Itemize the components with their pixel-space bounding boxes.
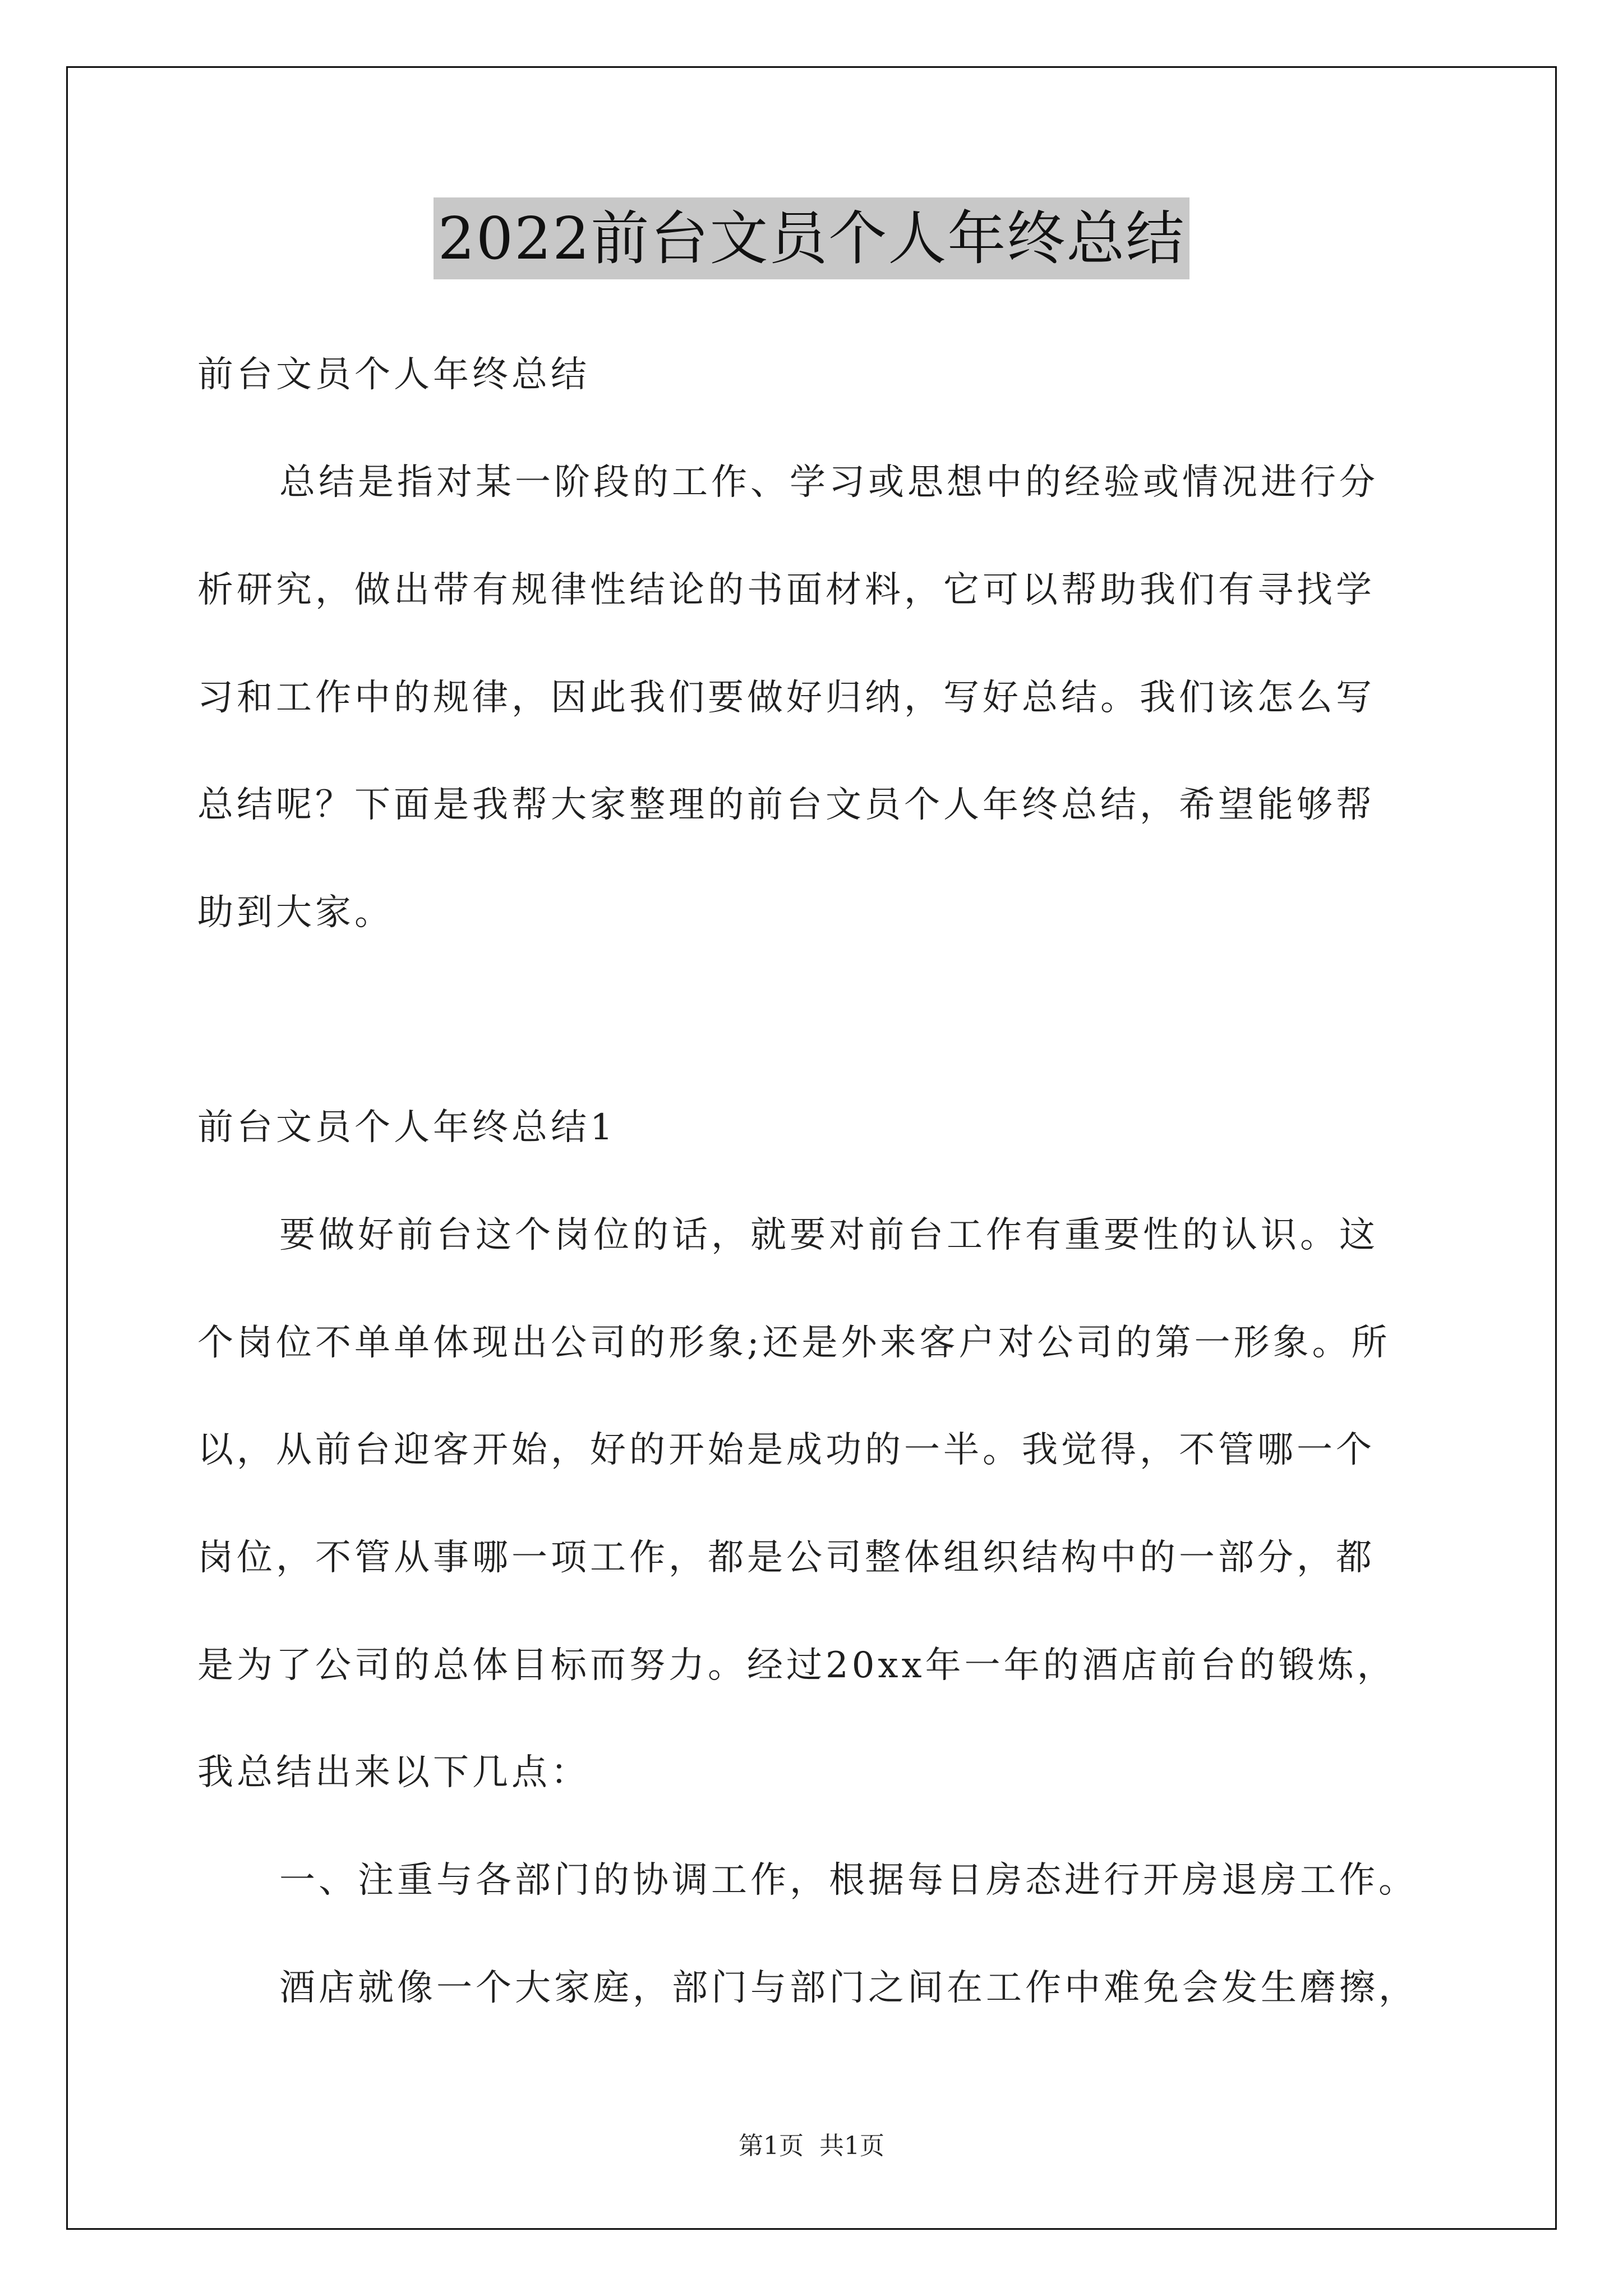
document-title: 2022前台文员个人年终总结 [434,197,1190,279]
section-line-5: 是为了公司的总体目标而努力。经过20xx年一年的酒店前台的锻炼， [197,1645,1396,1686]
page-total: 共1页 [819,2132,884,2160]
page-number: 第1页 [739,2132,804,2160]
page-footer [0,2131,1623,2162]
section-line-3: 以，从前台迎客开始，好的开始是成功的一半。我觉得，不管哪一个 [197,1429,1375,1471]
section-line-4: 岗位，不管从事哪一项工作，都是公司整体组织结构中的一部分，都 [197,1537,1375,1579]
section-line-8: 酒店就像一个大家庭，部门与部门之间在工作中难免会发生磨擦， [279,1967,1418,2009]
section-heading: 前台文员个人年终总结1 [197,1107,616,1148]
title-container [0,197,1623,279]
intro-line-2: 析研究，做出带有规律性结论的书面材料，它可以帮助我们有寻找学 [197,569,1375,611]
section-line-6: 我总结出来以下几点： [197,1752,590,1793]
intro-line-3: 习和工作中的规律，因此我们要做好归纳，写好总结。我们该怎么写 [197,677,1375,719]
intro-line-5: 助到大家。 [197,892,394,933]
section-line-1: 要做好前台这个岗位的话，就要对前台工作有重要性的认识。这 [279,1214,1378,1256]
section-line-7: 一、注重与各部门的协调工作，根据每日房态进行开房退房工作。 [279,1860,1418,1901]
document-subtitle: 前台文员个人年终总结 [197,354,590,395]
intro-line-1: 总结是指对某一阶段的工作、学习或思想中的经验或情况进行分 [279,462,1378,503]
section-line-2: 个岗位不单单体现出公司的形象;还是外来客户对公司的第一形象。所 [197,1322,1391,1364]
intro-line-4: 总结呢？下面是我帮大家整理的前台文员个人年终总结，希望能够帮 [197,784,1375,826]
